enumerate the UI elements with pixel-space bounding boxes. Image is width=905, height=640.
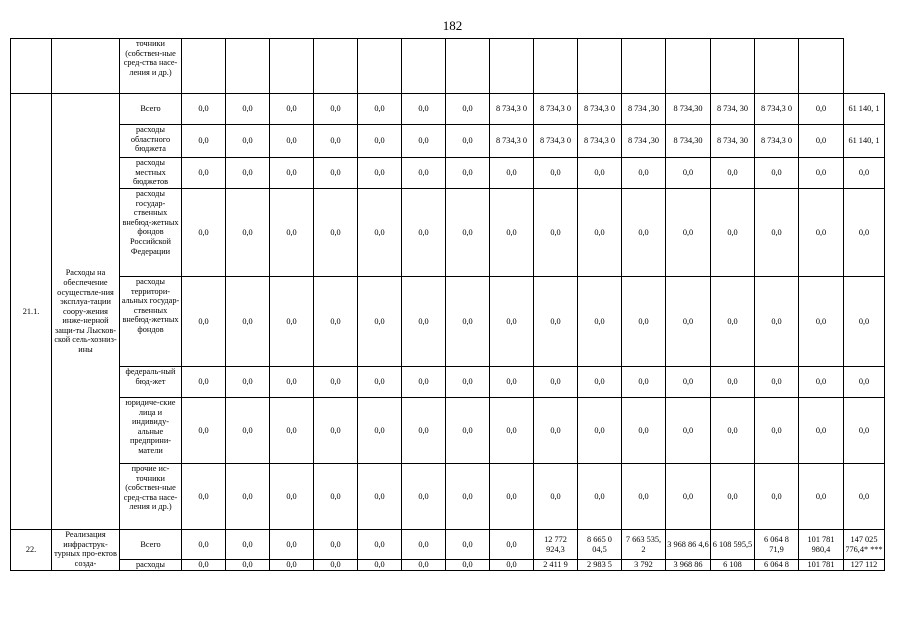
value-cell (711, 39, 755, 94)
source-label: федераль-ный бюд-жет (120, 367, 182, 398)
value-cell: 0,0 (358, 158, 402, 189)
value-cell (358, 39, 402, 94)
value-cell: 0,0 (490, 560, 534, 571)
value-cell: 0,0 (799, 158, 844, 189)
source-label: расходы государ-ственных внебюд-жетных фондов Российской Федерации (120, 189, 182, 277)
table-row (11, 277, 885, 367)
value-cell: 0,0 (270, 367, 314, 398)
value-cell: 0,0 (755, 464, 799, 530)
value-cell: 0,0 (226, 464, 270, 530)
value-cell: 0,0 (446, 398, 490, 464)
source-label: расходы областного бюджета (120, 125, 182, 158)
value-cell: 0,0 (358, 277, 402, 367)
value-cell: 0,0 (755, 367, 799, 398)
value-cell: 8 734,30 (666, 125, 711, 158)
budget-table (10, 38, 885, 571)
table-body (11, 39, 885, 571)
value-cell: 0,0 (402, 530, 446, 560)
value-cell (314, 39, 358, 94)
value-cell: 0,0 (314, 367, 358, 398)
value-cell: 0,0 (534, 158, 578, 189)
value-cell: 0,0 (270, 158, 314, 189)
source-label: Всего (120, 94, 182, 125)
value-cell: 0,0 (182, 530, 226, 560)
value-cell: 0,0 (755, 158, 799, 189)
value-cell: 0,0 (490, 189, 534, 277)
value-cell: 0,0 (358, 189, 402, 277)
item-title: Реализация инфраструк-турных про-ектов созда- (52, 530, 120, 571)
value-cell: 0,0 (844, 398, 885, 464)
value-cell (534, 39, 578, 94)
value-cell: 0,0 (402, 94, 446, 125)
value-cell: 0,0 (226, 94, 270, 125)
value-cell: 0,0 (490, 530, 534, 560)
value-cell: 0,0 (358, 530, 402, 560)
table-row (11, 560, 885, 571)
value-cell: 0,0 (490, 277, 534, 367)
value-cell: 0,0 (711, 277, 755, 367)
value-cell (270, 39, 314, 94)
value-cell: 0,0 (446, 158, 490, 189)
value-cell: 0,0 (578, 464, 622, 530)
value-cell: 0,0 (270, 189, 314, 277)
value-cell: 0,0 (226, 367, 270, 398)
value-cell: 0,0 (666, 367, 711, 398)
value-cell: 0,0 (182, 464, 226, 530)
value-cell (226, 39, 270, 94)
value-cell: 0,0 (182, 158, 226, 189)
value-cell: 0,0 (182, 125, 226, 158)
value-cell: 0,0 (402, 464, 446, 530)
value-cell: 0,0 (711, 189, 755, 277)
value-cell: 0,0 (666, 464, 711, 530)
value-cell: 8 734,3 0 (755, 94, 799, 125)
value-cell: 8 734,3 0 (578, 94, 622, 125)
source-label: Всего (120, 530, 182, 560)
value-cell (578, 39, 622, 94)
value-cell: 0,0 (534, 189, 578, 277)
table-row (11, 367, 885, 398)
value-cell: 3 968 86 (666, 560, 711, 571)
value-cell: 0,0 (402, 158, 446, 189)
value-cell: 6 064 8 (755, 560, 799, 571)
value-cell: 127 112 (844, 560, 885, 571)
value-cell: 0,0 (226, 125, 270, 158)
source-label: расходы территори-альных государ-ственных внебюд-жетных фондов (120, 277, 182, 367)
value-cell (490, 39, 534, 94)
value-cell: 0,0 (799, 277, 844, 367)
value-cell: 0,0 (314, 277, 358, 367)
value-cell: 0,0 (534, 398, 578, 464)
value-cell: 6 108 (711, 560, 755, 571)
value-cell: 0,0 (446, 530, 490, 560)
table-row (11, 464, 885, 530)
value-cell: 0,0 (358, 367, 402, 398)
value-cell: 8 665 0 04,5 (578, 530, 622, 560)
value-cell: 0,0 (270, 125, 314, 158)
value-cell: 0,0 (799, 464, 844, 530)
value-cell: 0,0 (402, 189, 446, 277)
value-cell: 6 064 8 71,9 (755, 530, 799, 560)
value-cell: 0,0 (270, 530, 314, 560)
value-cell: 0,0 (358, 464, 402, 530)
value-cell: 0,0 (358, 125, 402, 158)
value-cell: 0,0 (666, 189, 711, 277)
value-cell: 3 968 86 4,6 (666, 530, 711, 560)
value-cell: 0,0 (799, 398, 844, 464)
value-cell: 0,0 (490, 398, 534, 464)
value-cell: 0,0 (534, 464, 578, 530)
value-cell: 0,0 (844, 189, 885, 277)
value-cell (446, 39, 490, 94)
value-cell: 0,0 (799, 94, 844, 125)
value-cell: 0,0 (799, 189, 844, 277)
value-cell: 0,0 (182, 277, 226, 367)
value-cell: 0,0 (182, 94, 226, 125)
value-cell: 0,0 (182, 189, 226, 277)
value-cell: 3 792 (622, 560, 666, 571)
value-cell: 0,0 (226, 158, 270, 189)
value-cell: 147 025 776,4* *** (844, 530, 885, 560)
row-number: 21.1. (11, 94, 52, 530)
value-cell: 0,0 (314, 94, 358, 125)
table-row (11, 189, 885, 277)
table-row (11, 158, 885, 189)
source-label: точники (собствен-ные сред-ства насе-ления и др.) (120, 39, 182, 94)
value-cell: 8 734,30 (666, 94, 711, 125)
value-cell: 0,0 (446, 125, 490, 158)
value-cell (755, 39, 799, 94)
row-number-cell (11, 39, 52, 94)
value-cell: 0,0 (270, 398, 314, 464)
value-cell (402, 39, 446, 94)
value-cell: 0,0 (666, 398, 711, 464)
value-cell: 0,0 (402, 398, 446, 464)
value-cell: 8 734,3 0 (534, 125, 578, 158)
value-cell: 0,0 (844, 277, 885, 367)
value-cell: 0,0 (402, 560, 446, 571)
source-label: расходы местных бюджетов (120, 158, 182, 189)
table-row (11, 125, 885, 158)
value-cell: 0,0 (799, 125, 844, 158)
value-cell: 0,0 (314, 158, 358, 189)
value-cell: 0,0 (314, 125, 358, 158)
value-cell: 0,0 (578, 367, 622, 398)
value-cell: 0,0 (402, 125, 446, 158)
table-row (11, 94, 885, 125)
value-cell: 8 734 ,30 (622, 125, 666, 158)
value-cell: 8 734, 30 (711, 125, 755, 158)
source-label: юридиче-ские лица и индивиду-альные предприни-матели (120, 398, 182, 464)
value-cell: 0,0 (578, 277, 622, 367)
table-row (11, 39, 885, 94)
value-cell: 0,0 (446, 277, 490, 367)
value-cell: 0,0 (270, 94, 314, 125)
value-cell: 8 734 ,30 (622, 94, 666, 125)
value-cell: 8 734,3 0 (534, 94, 578, 125)
value-cell: 0,0 (226, 189, 270, 277)
value-cell: 0,0 (844, 464, 885, 530)
value-cell: 0,0 (270, 464, 314, 530)
value-cell (799, 39, 844, 94)
value-cell: 6 108 595,5 (711, 530, 755, 560)
value-cell: 0,0 (711, 398, 755, 464)
value-cell: 0,0 (226, 398, 270, 464)
source-label: прочие ис-точники (собствен-ные сред-ства насе-ления и др.) (120, 464, 182, 530)
value-cell: 0,0 (182, 367, 226, 398)
value-cell: 61 140, 1 (844, 125, 885, 158)
value-cell: 2 983 5 (578, 560, 622, 571)
value-cell: 0,0 (844, 367, 885, 398)
value-cell: 0,0 (578, 189, 622, 277)
value-cell: 0,0 (270, 560, 314, 571)
value-cell: 0,0 (358, 560, 402, 571)
value-cell: 0,0 (490, 464, 534, 530)
table-row (11, 530, 885, 560)
value-cell: 0,0 (666, 158, 711, 189)
value-cell: 8 734,3 0 (490, 94, 534, 125)
value-cell: 0,0 (182, 398, 226, 464)
value-cell: 8 734, 30 (711, 94, 755, 125)
value-cell: 0,0 (270, 277, 314, 367)
item-title: Расходы на обеспечение осуществле-ния эксплуа-тации соору-жения инже-нерной защи-ты Лысков-ской сель-хознизины (52, 94, 120, 530)
value-cell: 0,0 (314, 398, 358, 464)
value-cell: 0,0 (755, 398, 799, 464)
value-cell (622, 39, 666, 94)
value-cell: 0,0 (226, 277, 270, 367)
value-cell: 0,0 (844, 158, 885, 189)
value-cell: 0,0 (182, 560, 226, 571)
value-cell: 0,0 (755, 277, 799, 367)
value-cell (666, 39, 711, 94)
value-cell: 101 781 (799, 560, 844, 571)
page-number: 182 (442, 18, 463, 33)
value-cell: 0,0 (534, 367, 578, 398)
table-row (11, 398, 885, 464)
value-cell: 0,0 (711, 158, 755, 189)
value-cell: 0,0 (622, 189, 666, 277)
value-cell: 0,0 (402, 277, 446, 367)
value-cell: 0,0 (446, 367, 490, 398)
value-cell: 8 734,3 0 (490, 125, 534, 158)
value-cell: 0,0 (622, 158, 666, 189)
value-cell: 0,0 (578, 158, 622, 189)
value-cell: 0,0 (622, 398, 666, 464)
row-number: 22. (11, 530, 52, 571)
value-cell: 0,0 (578, 398, 622, 464)
value-cell: 0,0 (226, 530, 270, 560)
value-cell: 2 411 9 (534, 560, 578, 571)
value-cell: 0,0 (490, 367, 534, 398)
value-cell: 0,0 (446, 464, 490, 530)
value-cell: 0,0 (358, 94, 402, 125)
value-cell: 0,0 (314, 189, 358, 277)
value-cell: 61 140, 1 (844, 94, 885, 125)
value-cell: 0,0 (314, 560, 358, 571)
item-name-cell (52, 39, 120, 94)
value-cell: 0,0 (711, 464, 755, 530)
value-cell: 0,0 (446, 560, 490, 571)
value-cell: 0,0 (490, 158, 534, 189)
value-cell: 0,0 (446, 189, 490, 277)
value-cell: 0,0 (755, 189, 799, 277)
value-cell: 0,0 (622, 367, 666, 398)
value-cell: 0,0 (446, 94, 490, 125)
value-cell: 0,0 (622, 464, 666, 530)
value-cell: 0,0 (226, 560, 270, 571)
value-cell: 0,0 (799, 367, 844, 398)
value-cell: 7 663 535, 2 (622, 530, 666, 560)
value-cell: 0,0 (358, 398, 402, 464)
value-cell (182, 39, 226, 94)
value-cell: 0,0 (622, 277, 666, 367)
value-cell: 0,0 (402, 367, 446, 398)
source-label: расходы (120, 560, 182, 571)
value-cell: 0,0 (711, 367, 755, 398)
value-cell: 101 781 980,4 (799, 530, 844, 560)
value-cell: 8 734,3 0 (755, 125, 799, 158)
value-cell: 0,0 (534, 277, 578, 367)
value-cell: 0,0 (666, 277, 711, 367)
value-cell: 12 772 924,3 (534, 530, 578, 560)
value-cell: 0,0 (314, 530, 358, 560)
value-cell: 8 734,3 0 (578, 125, 622, 158)
value-cell: 0,0 (314, 464, 358, 530)
